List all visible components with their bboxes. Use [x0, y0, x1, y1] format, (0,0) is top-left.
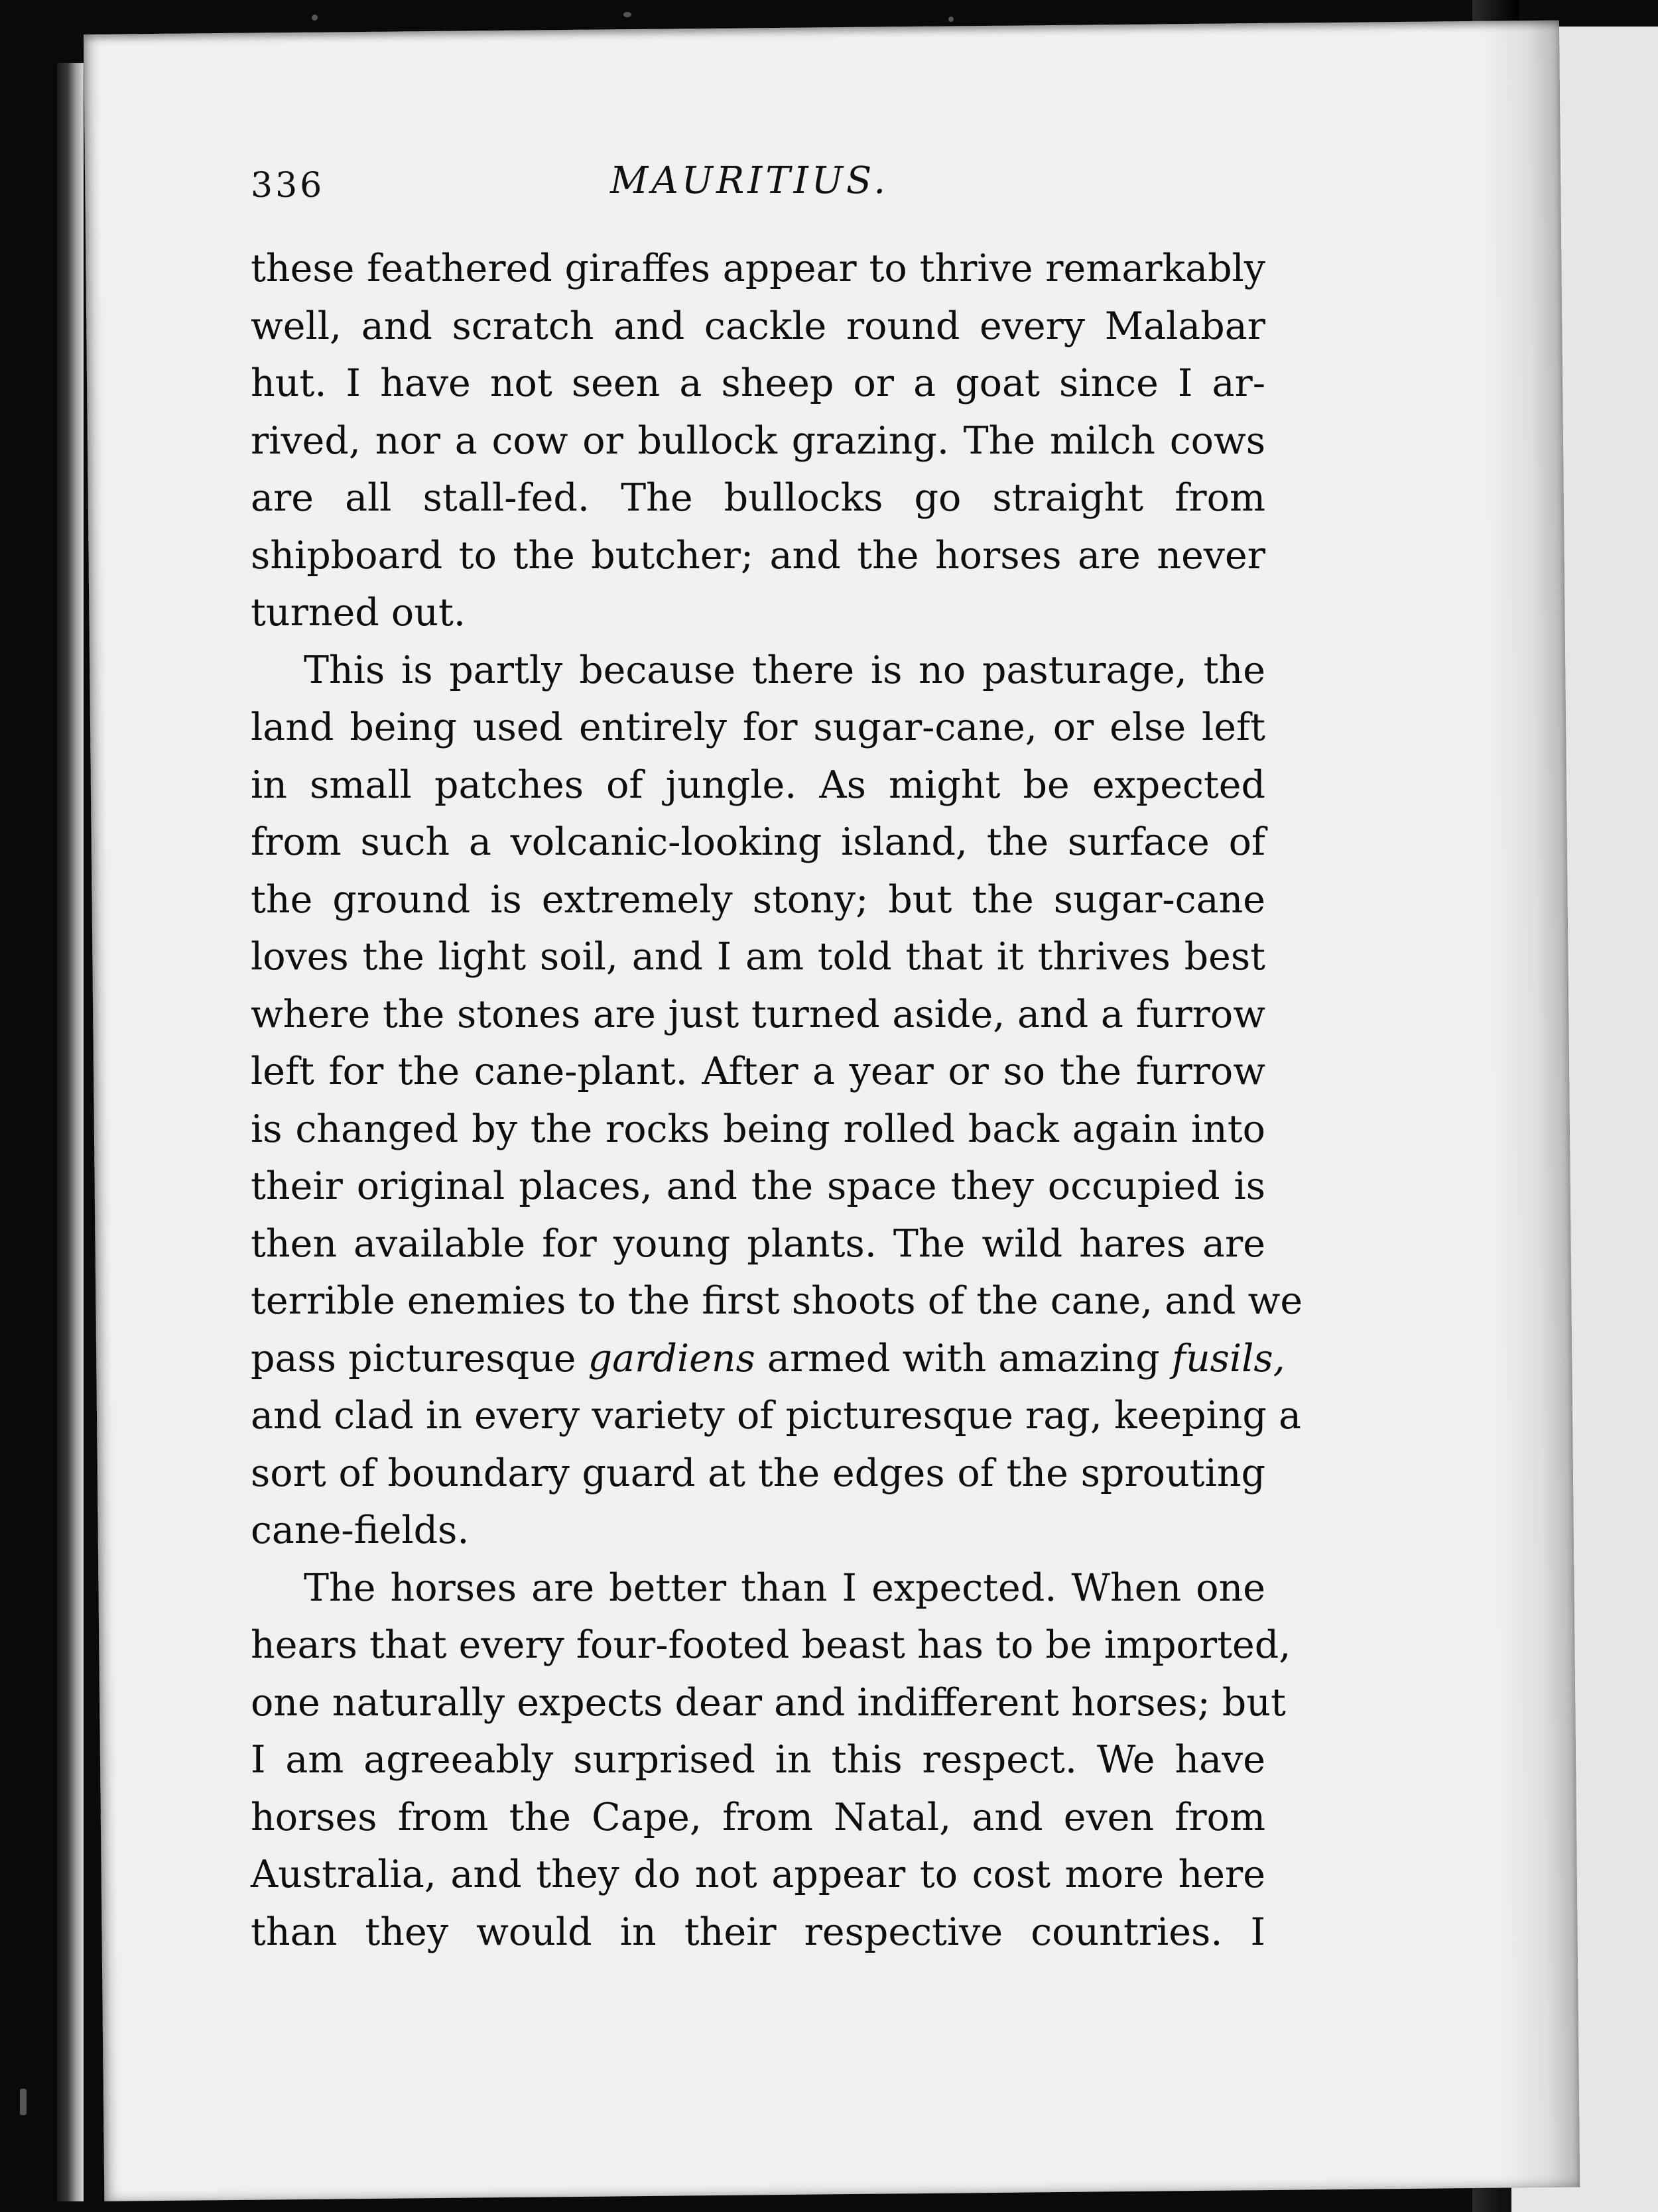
text-line: left for the cane-plant. After a year or so the furrow [251, 1050, 1265, 1093]
text-line: then available for young plants. The wild hares are [251, 1221, 1265, 1266]
text-line: turned out. [251, 591, 466, 635]
book-spine-edge [57, 63, 84, 2201]
text-line: land being used entirely for sugar-cane, or else left [251, 706, 1265, 749]
text-line: hut. I have not seen a sheep or a goat since I ar- [251, 361, 1265, 405]
text-line: these feathered giraffes appear to thrive remarkably [251, 247, 1265, 290]
text-line: This is partly because there is no pasturage, the [304, 648, 1265, 692]
text-line: rived, nor a cow or bullock grazing. The milch cows [251, 418, 1265, 463]
text-line: the ground is extremely stony; but the sugar-cane [251, 877, 1265, 922]
text-line: are all stall-fed. The bullocks go straight from [251, 476, 1265, 520]
text-line: in small patches of jungle. As might be expected [251, 763, 1265, 807]
text-line: well, and scratch and cackle round every Malabar [251, 304, 1265, 348]
text-line: The horses are better than I expected. When one [304, 1566, 1265, 1610]
text-line: cane-fields. [251, 1508, 470, 1552]
text-line: and clad in every variety of picturesque rag, keeping a [251, 1394, 1302, 1438]
italic-word-fusils: fusils, [1171, 1336, 1285, 1381]
text-line: shipboard to the butcher; and the horses are never [251, 533, 1265, 578]
page-number: 336 [251, 166, 325, 206]
text-line: Australia, and they do not appear to cost more here [251, 1853, 1265, 1896]
text-line: I am agreeably surprised in this respect. We have [251, 1738, 1265, 1782]
scan-speck [20, 2089, 27, 2115]
text-line: from such a volcanic-looking island, the surface of [251, 820, 1265, 864]
scan-speck [312, 15, 318, 21]
text-line: than they would in their respective countries. I [251, 1910, 1265, 1954]
italic-word-gardiens: gardiens [588, 1336, 755, 1381]
text-line: hears that every four-footed beast has to be imported, [251, 1623, 1291, 1667]
text-line: loves the light soil, and I am told that it thrives best [251, 935, 1265, 979]
scan-speck [623, 12, 631, 17]
text-line: their original places, and the space they occupied is [251, 1164, 1265, 1208]
text-line: where the stones are just turned aside, and a furrow [251, 992, 1265, 1036]
paragraph [251, 642, 1303, 1560]
text-line-with-italics: pass picturesque gardiens armed with amazing fusils, [251, 1336, 1285, 1381]
body-text [251, 240, 1303, 1961]
text-line: horses from the Cape, from Natal, and even from [251, 1795, 1265, 1839]
paragraph [251, 1560, 1291, 1961]
text-line: is changed by the rocks being rolled back again into [251, 1107, 1265, 1151]
scan-speck [948, 17, 954, 22]
paragraph [251, 240, 1265, 642]
text-line: terrible enemies to the first shoots of the cane, and we [251, 1279, 1303, 1323]
text-line: sort of boundary guard at the edges of the sprouting [251, 1451, 1265, 1495]
text-line: one naturally expects dear and indifferent horses; but [251, 1680, 1286, 1725]
running-head: MAURITIUS. [610, 159, 889, 202]
